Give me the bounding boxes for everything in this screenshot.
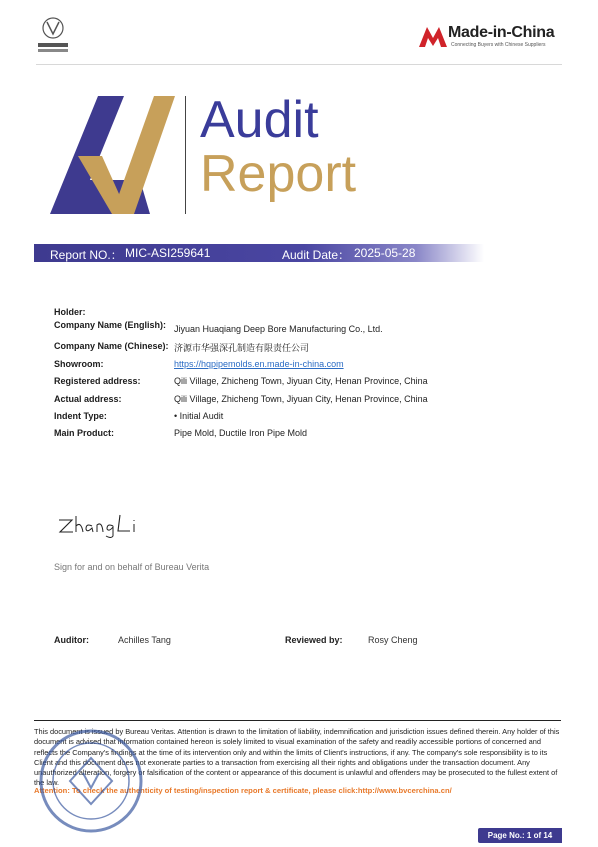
handwritten-signature <box>56 510 151 538</box>
company-cn-label: Company Name (Chinese): <box>54 341 169 351</box>
reviewer-value: Rosy Cheng <box>368 635 418 645</box>
mic-brand-name: Made-in-China <box>448 24 555 41</box>
indent-type-value: Initial Audit <box>179 411 224 421</box>
bureau-veritas-logo <box>36 16 70 54</box>
report-no-label: Report NO.： <box>50 248 123 262</box>
auditor-value: Achilles Tang <box>118 635 171 645</box>
indent-type-value-row <box>174 411 223 421</box>
header-divider <box>36 64 562 65</box>
report-banner <box>34 244 484 262</box>
showroom-link[interactable]: https://hqpipemolds.en.made-in-china.com <box>174 359 344 369</box>
company-en-value: Jiyuan Huaqiang Deep Bore Manufacturing Co., Ltd. <box>174 324 383 334</box>
company-en-label: Company Name (English): <box>54 320 167 330</box>
actual-address-value: Qili Village, Zhicheng Town, Jiyuan City, Henan Province, China <box>174 394 428 404</box>
reviewer-label: Reviewed by: <box>285 635 343 645</box>
page-number <box>478 828 562 843</box>
authenticity-check-link[interactable]: Attention: To check the authenticity of testing/inspection report & certificate, please click:http://www.bvcerchina.cn/ <box>34 786 452 795</box>
mic-m-icon <box>418 24 448 48</box>
audit-date-label: Audit Date： <box>282 248 351 262</box>
report-title: Report <box>200 145 357 203</box>
company-cn-value: 济源市华强深孔制造有限责任公司 <box>174 343 310 353</box>
auditor-label: Auditor: <box>54 635 89 645</box>
disclaimer-text: This document is issued by Bureau Veritas. Attention is drawn to the limitation of liability, indemnification and jurisdiction issues defined therein. Any holder of this document is advised that information contained hereon is solely limited to visual examination of the safety and readily accessible portions of concerned and reflects the Company's findings at the time of its intervention only and within the limits of Client's instructions, if any. The company's sole responsibility is to its Client and this document does not exonerate parties to a transaction from exercising all their rights and obligations under the transaction document. Any unauthorized alteration, forgery or falsification of the content or appearance of this document is unlawful and offenders may be prosecuted to the fullest extent of the law. <box>34 727 560 788</box>
page-number-label: Page No.: <box>487 831 525 840</box>
main-product-value: Pipe Mold, Ductile Iron Pipe Mold <box>174 428 308 438</box>
audit-title: Audit <box>200 91 319 149</box>
bullet-icon: • <box>174 411 178 421</box>
audit-date-value: 2025-05-28 <box>354 246 416 260</box>
showroom-label: Showroom: <box>54 359 104 369</box>
audit-report-emblem <box>50 96 175 216</box>
hero-divider <box>185 96 186 214</box>
sign-on-behalf-text: Sign for and on behalf of Bureau Verita <box>54 562 210 572</box>
main-product-label: Main Product: <box>54 428 114 438</box>
actual-address-label: Actual address: <box>54 394 122 404</box>
registered-address-value: Qili Village, Zhicheng Town, Jiyuan City, Henan Province, China <box>174 376 428 386</box>
made-in-china-logo <box>418 22 558 52</box>
registered-address-label: Registered address: <box>54 376 141 386</box>
footer-divider <box>34 720 561 721</box>
mic-tagline: Connecting Buyers with Chinese Suppliers <box>451 42 546 48</box>
indent-type-label: Indent Type: <box>54 411 107 421</box>
bureau-veritas-stamp <box>38 728 144 834</box>
page-number-value: 1 of 14 <box>526 831 553 840</box>
report-no-value: MIC-ASI259641 <box>125 246 211 260</box>
holder-label: Holder: <box>54 307 86 317</box>
